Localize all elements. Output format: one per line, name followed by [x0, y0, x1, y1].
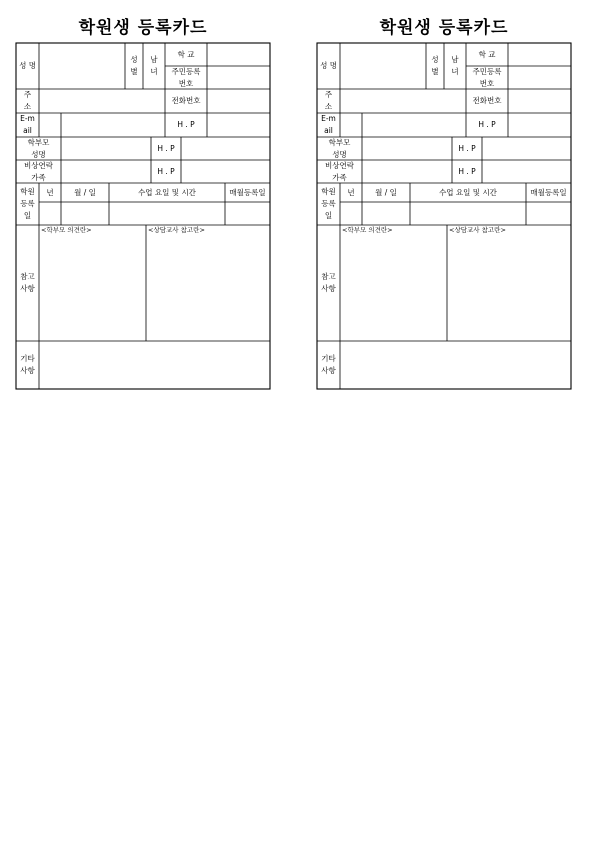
parent-hp-input[interactable] — [482, 137, 571, 160]
school-label: 학 교 — [478, 49, 496, 59]
email-label: E-m ail — [321, 114, 336, 135]
resident-number-label: 주민등록 번호 — [472, 66, 502, 88]
other-input[interactable] — [340, 341, 571, 389]
resident-number-input[interactable] — [508, 66, 571, 89]
emergency-hp-label: H . P — [458, 166, 476, 176]
class-schedule-input[interactable] — [410, 202, 526, 225]
phone-label: 전화번호 — [472, 96, 502, 105]
parent-name-label: 학부모 성명 — [27, 137, 50, 159]
registration-form-table — [316, 0, 572, 390]
hp-label: H . P — [478, 120, 496, 129]
name-input[interactable] — [340, 43, 426, 89]
teacher-notes-area[interactable] — [447, 234, 571, 341]
month-day-label: 월 / 일 — [375, 187, 397, 197]
year-input[interactable] — [39, 202, 61, 225]
school-label: 학 교 — [177, 49, 195, 59]
remarks-label: 참고 사항 — [321, 272, 336, 293]
other-label: 기타 사항 — [321, 354, 336, 375]
monthly-date-input[interactable] — [225, 202, 270, 225]
hp-label: H . P — [177, 120, 195, 129]
emergency-hp-label: H . P — [157, 166, 175, 176]
monthly-date-label: 매월등록일 — [229, 187, 266, 197]
monthly-date-label: 매월등록일 — [530, 187, 567, 197]
enroll-date-label: 학원 등록 일 — [321, 187, 336, 220]
resident-number-input[interactable] — [207, 66, 270, 89]
gender-options[interactable]: 남 녀 — [150, 55, 158, 76]
year-label: 년 — [46, 187, 54, 197]
enroll-date-label: 학원 등록 일 — [20, 187, 35, 220]
parent-opinion-heading: <학부모 의견란> — [342, 226, 393, 234]
address-input[interactable] — [39, 89, 165, 113]
emergency-contact-input[interactable] — [362, 160, 452, 183]
teacher-notes-heading: <상담교사 참고란> — [449, 226, 506, 234]
other-input[interactable] — [39, 341, 270, 389]
card-title: 학원생 등록카드 — [78, 18, 208, 38]
email-label: E-m ail — [20, 114, 35, 135]
resident-number-label: 주민등록 번호 — [171, 66, 201, 88]
parent-opinion-heading: <학부모 의견란> — [41, 226, 92, 234]
school-input[interactable] — [207, 43, 270, 66]
emergency-contact-label: 비상연락 가족 — [325, 160, 354, 182]
address-input[interactable] — [340, 89, 466, 113]
other-label: 기타 사항 — [20, 354, 35, 375]
phone-label: 전화번호 — [171, 96, 201, 105]
parent-name-input[interactable] — [61, 137, 151, 160]
parent-name-input[interactable] — [362, 137, 452, 160]
emergency-hp-input[interactable] — [482, 160, 571, 183]
parent-hp-label: H . P — [157, 143, 175, 153]
gender-options[interactable]: 남 녀 — [451, 55, 459, 76]
gender-label: 성 별 — [431, 55, 439, 76]
month-day-input[interactable] — [362, 202, 410, 225]
parent-name-label: 학부모 성명 — [328, 137, 351, 159]
gender-label: 성 별 — [130, 55, 138, 76]
year-input[interactable] — [340, 202, 362, 225]
emergency-contact-input[interactable] — [61, 160, 151, 183]
month-day-label: 월 / 일 — [74, 187, 96, 197]
registration-form-table — [15, 0, 271, 390]
remarks-label: 참고 사항 — [20, 272, 35, 293]
teacher-notes-heading: <상담교사 참고란> — [148, 226, 205, 234]
teacher-notes-area[interactable] — [146, 234, 270, 341]
address-label: 주 소 — [23, 90, 32, 111]
name-input[interactable] — [39, 43, 125, 89]
phone-input[interactable] — [207, 89, 270, 113]
phone-input[interactable] — [508, 89, 571, 113]
class-schedule-label: 수업 요일 및 시간 — [138, 187, 196, 197]
class-schedule-label: 수업 요일 및 시간 — [439, 187, 497, 197]
email-input[interactable] — [340, 113, 466, 137]
address-label: 주 소 — [324, 90, 333, 111]
parent-opinion-area[interactable] — [340, 234, 447, 341]
parent-opinion-area[interactable] — [39, 234, 146, 341]
name-label: 성 명 — [320, 61, 337, 70]
hp-input[interactable] — [508, 113, 571, 137]
email-input[interactable] — [39, 113, 165, 137]
year-label: 년 — [347, 187, 355, 197]
emergency-contact-label: 비상연락 가족 — [24, 160, 53, 182]
parent-hp-label: H . P — [458, 143, 476, 153]
monthly-date-input[interactable] — [526, 202, 571, 225]
parent-hp-input[interactable] — [181, 137, 270, 160]
class-schedule-input[interactable] — [109, 202, 225, 225]
card-title: 학원생 등록카드 — [379, 18, 509, 38]
hp-input[interactable] — [207, 113, 270, 137]
name-label: 성 명 — [19, 61, 36, 70]
school-input[interactable] — [508, 43, 571, 66]
emergency-hp-input[interactable] — [181, 160, 270, 183]
month-day-input[interactable] — [61, 202, 109, 225]
